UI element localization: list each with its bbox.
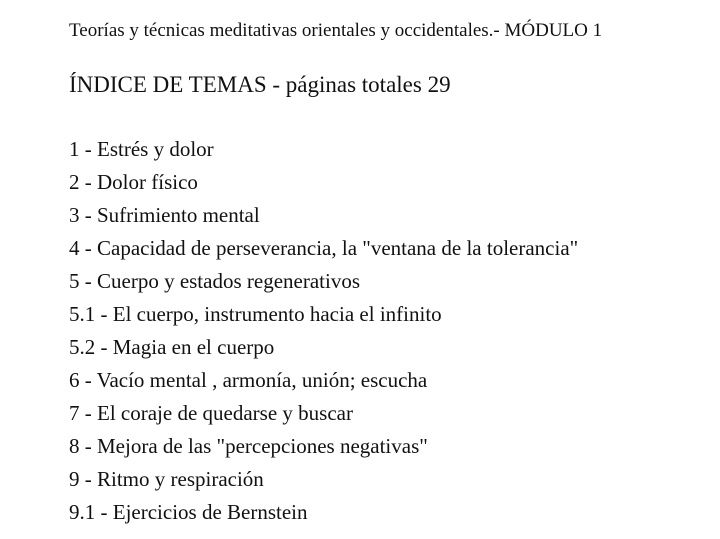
topic-item: 2 - Dolor físico <box>69 170 198 194</box>
topic-item: 4 - Capacidad de perseverancia, la "ventana de la tolerancia" <box>69 236 579 260</box>
topic-item: 7 - El coraje de quedarse y buscar <box>69 401 353 425</box>
topic-item: 5.1 - El cuerpo, instrumento hacia el infinito <box>69 302 442 326</box>
topic-item: 1 - Estrés y dolor <box>69 137 214 161</box>
topic-item: 5 - Cuerpo y estados regenerativos <box>69 269 360 293</box>
document-header: Teorías y técnicas meditativas orientales y occidentales.- MÓDULO 1 <box>69 20 603 41</box>
topic-item: 8 - Mejora de las "percepciones negativas" <box>69 434 428 458</box>
topic-item: 5.2 - Magia en el cuerpo <box>69 335 275 359</box>
topic-item: 9.1 - Ejercicios de Bernstein <box>69 500 308 524</box>
index-title: ÍNDICE DE TEMAS - páginas totales 29 <box>69 72 451 97</box>
topic-item: 6 - Vacío mental , armonía, unión; escucha <box>69 368 428 392</box>
topic-list <box>69 133 578 529</box>
topic-item: 3 - Sufrimiento mental <box>69 203 260 227</box>
topic-item: 9 - Ritmo y respiración <box>69 467 264 491</box>
